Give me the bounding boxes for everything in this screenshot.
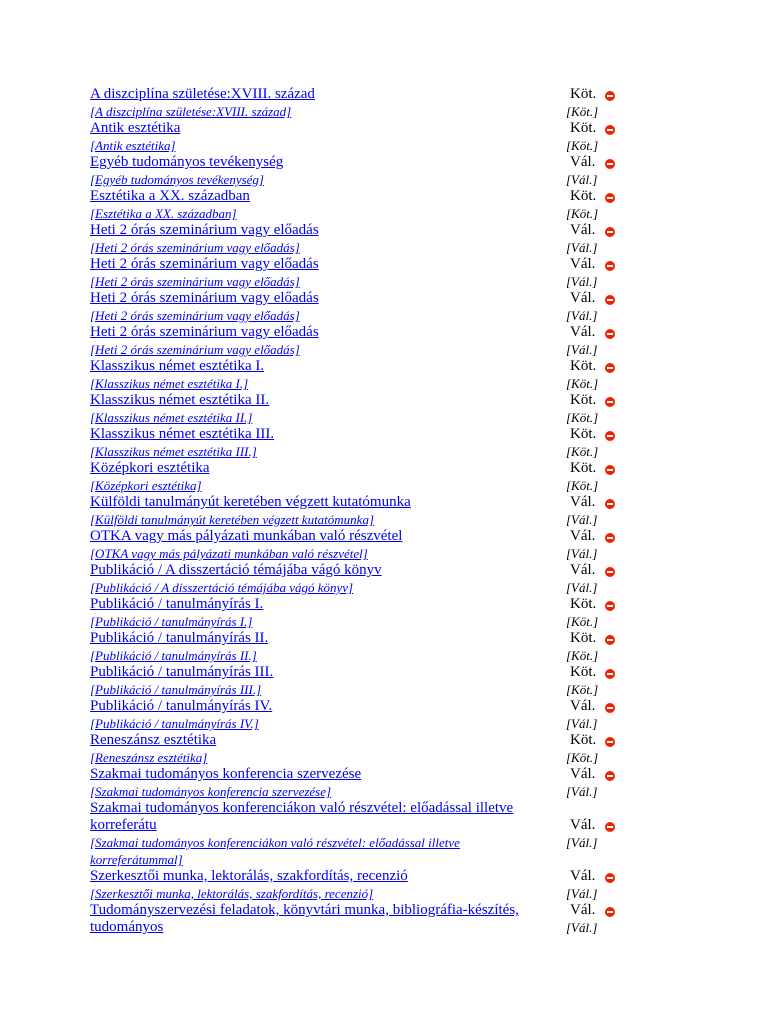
minus-circle-icon[interactable] [605,261,615,271]
course-status-sub: [Vál.] [566,784,598,799]
course-status-sub: [Vál.] [566,920,598,935]
minus-circle-icon[interactable] [605,397,615,407]
course-subtitle-link[interactable]: [Középkori esztétika] [90,478,202,493]
course-subtitle-link[interactable]: [Publikáció / tanulmányírás II.] [90,648,257,663]
course-title-link[interactable]: A diszciplína születése:XVIII. század [90,86,315,102]
course-status-sub: [Köt.] [566,138,599,153]
course-status: Köt. [570,732,597,748]
status-cell [566,562,626,596]
course-name-cell [90,596,550,630]
list-item [90,868,690,902]
minus-circle-icon[interactable] [605,193,615,203]
course-subtitle-link[interactable]: [Heti 2 órás szeminárium vagy előadás] [90,342,300,357]
status-cell [566,664,626,698]
course-title-link[interactable]: Egyéb tudományos tevékenység [90,154,284,170]
course-subtitle-link[interactable]: [Antik esztétika] [90,138,176,153]
course-name-cell [90,630,550,664]
course-title-link[interactable]: Heti 2 órás szeminárium vagy előadás [90,290,319,306]
course-status-sub: [Köt.] [566,376,599,391]
minus-circle-icon[interactable] [605,227,615,237]
list-item [90,460,690,494]
course-subtitle-link[interactable]: [Külföldi tanulmányút keretében végzett kutatómunka] [90,512,375,527]
course-status-sub: [Vál.] [566,716,598,731]
course-status: Vál. [570,154,596,170]
minus-circle-icon[interactable] [605,431,615,441]
course-title-link[interactable]: Publikáció / tanulmányírás I. [90,596,264,612]
course-status-sub: [Vál.] [566,274,598,289]
minus-circle-icon[interactable] [605,159,615,169]
course-subtitle-link[interactable]: [Klasszikus német esztétika I.] [90,376,249,391]
list-item [90,732,690,766]
course-status-sub: [Köt.] [566,750,599,765]
list-item [90,256,690,290]
list-item [90,596,690,630]
course-status: Köt. [570,460,597,476]
course-status-sub: [Köt.] [566,614,599,629]
course-status-sub: [Vál.] [566,172,598,187]
list-item [90,630,690,664]
course-status-sub: [Köt.] [566,410,599,425]
course-title-link[interactable]: Szakmai tudományos konferenciákon való részvétel: előadással illetve korreferátu [90,800,514,833]
minus-circle-icon[interactable] [605,499,615,509]
course-subtitle-link[interactable]: [OTKA vagy más pályázati munkában való részvétel] [90,546,368,561]
course-status: Vál. [570,868,596,884]
course-status: Köt. [570,596,597,612]
status-cell [566,868,626,902]
course-status: Vál. [570,290,596,306]
course-status-sub: [Köt.] [566,478,599,493]
course-status: Köt. [570,630,597,646]
course-title-link[interactable]: Heti 2 órás szeminárium vagy előadás [90,222,319,238]
course-status-sub: [Köt.] [566,104,599,119]
status-cell [566,120,626,154]
course-status: Köt. [570,392,597,408]
list-item [90,698,690,732]
course-name-cell [90,732,550,766]
course-title-link[interactable]: Antik esztétika [90,120,181,136]
course-name-cell [90,766,550,800]
course-title-link[interactable]: Középkori esztétika [90,460,210,476]
course-status-sub: [Vál.] [566,835,598,850]
status-cell [566,732,626,766]
course-status-sub: [Vál.] [566,308,598,323]
course-status: Vál. [570,766,596,782]
course-subtitle-link[interactable]: [A diszciplína születése:XVIII. század] [90,104,292,119]
status-cell [566,426,626,460]
course-title-link[interactable]: Publikáció / tanulmányírás III. [90,664,274,680]
course-status-sub: [Vál.] [566,240,598,255]
list-item [90,800,690,868]
course-name-cell [90,664,550,698]
course-name-cell [90,120,550,154]
course-name-cell [90,460,550,494]
course-title-link[interactable]: Klasszikus német esztétika III. [90,426,275,442]
course-name-cell [90,698,550,732]
minus-circle-icon[interactable] [605,465,615,475]
course-title-link[interactable]: Külföldi tanulmányút keretében végzett kutatómunka [90,494,411,510]
status-cell [566,222,626,256]
course-name-cell [90,868,550,902]
course-name-cell [90,528,550,562]
course-title-link[interactable]: Esztétika a XX. században [90,188,250,204]
list-item [90,664,690,698]
minus-circle-icon[interactable] [605,822,615,832]
minus-circle-icon[interactable] [605,771,615,781]
course-name-cell [90,154,550,188]
list-item [90,562,690,596]
minus-circle-icon[interactable] [605,635,615,645]
course-name-cell [90,188,550,222]
course-status: Vál. [570,902,596,918]
course-status-sub: [Köt.] [566,648,599,663]
status-cell [566,256,626,290]
status-cell [566,460,626,494]
status-cell [566,358,626,392]
course-status: Vál. [570,528,596,544]
minus-circle-icon[interactable] [605,601,615,611]
course-status: Vál. [570,222,596,238]
minus-circle-icon[interactable] [605,669,615,679]
course-status: Köt. [570,86,597,102]
course-title-link[interactable]: Publikáció / tanulmányírás II. [90,630,269,646]
status-cell [566,494,626,528]
course-name-cell [90,562,550,596]
minus-circle-icon[interactable] [605,703,615,713]
course-title-link[interactable]: Szakmai tudományos konferencia szervezése [90,766,362,782]
course-name-cell [90,426,550,460]
course-status: Vál. [570,256,596,272]
course-status-sub: [Vál.] [566,580,598,595]
minus-circle-icon[interactable] [605,533,615,543]
course-status-sub: [Vál.] [566,512,598,527]
course-name-cell [90,86,550,120]
status-cell [566,800,626,868]
list-item [90,766,690,800]
course-status: Vál. [570,324,596,340]
status-cell [566,154,626,188]
course-status-sub: [Köt.] [566,682,599,697]
course-title-link[interactable]: Klasszikus német esztétika II. [90,392,270,408]
course-title-link[interactable]: Reneszánsz esztétika [90,732,217,748]
course-name-cell [90,256,550,290]
course-name-cell [90,358,550,392]
course-list [90,86,690,936]
course-status-sub: [Köt.] [566,206,599,221]
course-title-link[interactable]: Szerkesztői munka, lektorálás, szakfordítás, recenzió [90,868,408,884]
minus-circle-icon[interactable] [605,737,615,747]
minus-circle-icon[interactable] [605,125,615,135]
course-subtitle-link[interactable]: [Szerkesztői munka, lektorálás, szakfordítás, recenzió] [90,886,374,901]
course-name-cell [90,324,550,358]
course-status: Köt. [570,664,597,680]
course-name-cell [90,392,550,426]
list-item [90,290,690,324]
course-title-link[interactable]: Publikáció / tanulmányírás IV. [90,698,273,714]
course-title-link[interactable]: Tudományszervezési feladatok, könyvtári munka, bibliográfia-készítés, tudományos [90,902,519,935]
minus-circle-icon[interactable] [605,329,615,339]
list-item [90,494,690,528]
course-subtitle-link[interactable]: [Esztétika a XX. században] [90,206,237,221]
course-name-cell [90,290,550,324]
course-status: Köt. [570,358,597,374]
course-name-cell [90,494,550,528]
course-status: Köt. [570,188,597,204]
minus-circle-icon[interactable] [605,567,615,577]
status-cell [566,902,626,936]
course-subtitle-link[interactable]: [Klasszikus német esztétika III.] [90,444,257,459]
course-title-link[interactable]: OTKA vagy más pályázati munkában való részvétel [90,528,403,544]
course-title-link[interactable]: Heti 2 órás szeminárium vagy előadás [90,324,319,340]
course-subtitle-link[interactable]: [Szakmai tudományos konferenciákon való részvétel: előadással illetve korreferátummal] [90,835,460,867]
course-name-cell [90,222,550,256]
course-status: Vál. [570,494,596,510]
course-subtitle-link[interactable]: [Klasszikus német esztétika II.] [90,410,253,425]
course-name-cell [90,902,550,936]
status-cell [566,290,626,324]
list-item [90,528,690,562]
course-title-link[interactable]: Heti 2 órás szeminárium vagy előadás [90,256,319,272]
course-subtitle-link[interactable]: [Publikáció / tanulmányírás IV.] [90,716,259,731]
list-item [90,392,690,426]
list-item [90,154,690,188]
list-item [90,222,690,256]
status-cell [566,630,626,664]
course-status: Vál. [570,698,596,714]
status-cell [566,596,626,630]
course-subtitle-link[interactable]: [Publikáció / A disszertáció témájába vágó könyv] [90,580,354,595]
list-item [90,358,690,392]
course-subtitle-link[interactable]: [Heti 2 órás szeminárium vagy előadás] [90,308,300,323]
course-subtitle-link[interactable]: [Szakmai tudományos konferencia szervezése] [90,784,332,799]
list-item [90,902,690,936]
status-cell [566,86,626,120]
minus-circle-icon[interactable] [605,295,615,305]
status-cell [566,698,626,732]
status-cell [566,528,626,562]
minus-circle-icon[interactable] [605,91,615,101]
course-status-sub: [Köt.] [566,444,599,459]
course-status: Köt. [570,426,597,442]
course-status-sub: [Vál.] [566,546,598,561]
course-subtitle-link[interactable]: [Reneszánsz esztétika] [90,750,208,765]
list-item [90,86,690,120]
status-cell [566,324,626,358]
list-item [90,188,690,222]
minus-circle-icon[interactable] [605,907,615,917]
course-subtitle-link[interactable]: [Heti 2 órás szeminárium vagy előadás] [90,274,300,289]
course-subtitle-link[interactable]: [Egyéb tudományos tevékenység] [90,172,264,187]
course-status: Vál. [570,817,596,833]
minus-circle-icon[interactable] [605,363,615,373]
course-subtitle-link[interactable]: [Heti 2 órás szeminárium vagy előadás] [90,240,300,255]
status-cell [566,766,626,800]
course-status: Vál. [570,562,596,578]
list-item [90,426,690,460]
course-status-sub: [Vál.] [566,886,598,901]
course-status-sub: [Vál.] [566,342,598,357]
course-subtitle-link[interactable]: [Publikáció / tanulmányírás I.] [90,614,253,629]
minus-circle-icon[interactable] [605,873,615,883]
list-item [90,324,690,358]
list-item [90,120,690,154]
course-name-cell [90,800,550,868]
status-cell [566,392,626,426]
course-title-link[interactable]: Publikáció / A disszertáció témájába vágó könyv [90,562,382,578]
course-title-link[interactable]: Klasszikus német esztétika I. [90,358,265,374]
course-status: Köt. [570,120,597,136]
course-subtitle-link[interactable]: [Publikáció / tanulmányírás III.] [90,682,262,697]
status-cell [566,188,626,222]
